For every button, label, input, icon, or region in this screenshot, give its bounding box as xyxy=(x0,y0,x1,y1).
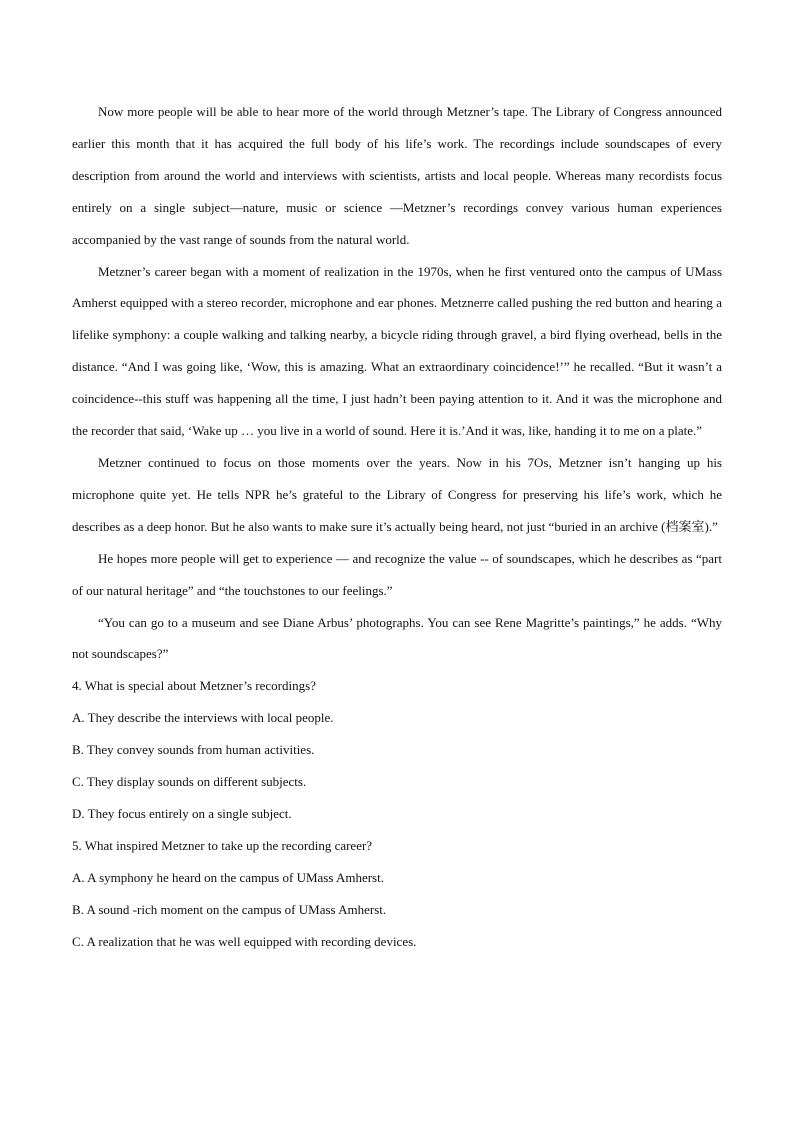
passage-paragraph-5: “You can go to a museum and see Diane Arbus’ photographs. You can see Rene Magritte’s paintings,” he adds. “Why not soundscapes?” xyxy=(72,614,722,662)
question-5-option-a: A. A symphony he heard on the campus of UMass Amherst. xyxy=(72,869,384,885)
question-5-stem: 5. What inspired Metzner to take up the recording career? xyxy=(72,837,373,853)
passage-paragraph-2: Metzner’s career began with a moment of realization in the 1970s, when he first ventured onto the campus of UMass Amherst equipped with a stereo recorder, microphone and ear phones. Metznerre called pushing the red button and hearing a lifelike symphony: a couple walking and talking nearby, a bicycle riding through gravel, a bird flying overhead, bells in the distance. “And I was going like, ‘Wow, this is amazing. What an extraordinary coincidence!’” he recalled. “But it wasn’t a coincidence--this stuff was happening all the time, I just hadn’t been paying attention to it. And it was the microphone and the recorder that said, ‘Wake up … you live in a world of sound. Here it is.’And it was, like, handing it to me on a plate.” xyxy=(72,263,722,439)
passage-paragraph-1: Now more people will be able to hear more of the world through Metzner’s tape. The Library of Congress announced earlier this month that it has acquired the full body of his life’s work. The recordings include soundscapes of every description from around the world and interviews with scientists, artists and local people. Whereas many recordists focus entirely on a single subject—nature, music or science —Metzner’s recordings convey various human experiences accompanied by the vast range of sounds from the natural world. xyxy=(72,104,722,247)
question-4 xyxy=(72,670,722,830)
passage-paragraph-3: Metzner continued to focus on those moments over the years. Now in his 7Os, Metzner isn’t hanging up his microphone quite yet. He tells NPR he’s grateful to the Library of Congress for preserving his life’s work, which he describes as a deep honor. But he also wants to make sure it’s actually being heard, not just “buried in an archive (档案室).” xyxy=(72,454,722,534)
question-4-option-d: D. They focus entirely on a single subject. xyxy=(72,805,292,821)
question-5-option-c: C. A realization that he was well equipped with recording devices. xyxy=(72,933,417,949)
question-4-option-c: C. They display sounds on different subjects. xyxy=(72,774,307,790)
passage-paragraph-4: He hopes more people will get to experience — and recognize the value -- of soundscapes, which he describes as “part of our natural heritage” and “the touchstones to our feelings.” xyxy=(72,550,722,598)
question-4-stem: 4. What is special about Metzner’s recordings? xyxy=(72,678,316,694)
question-5-option-b: B. A sound -rich moment on the campus of UMass Amherst. xyxy=(72,901,387,917)
question-4-option-a: A. They describe the interviews with local people. xyxy=(72,710,334,726)
document-page xyxy=(72,96,722,957)
question-5 xyxy=(72,830,722,958)
question-4-option-b: B. They convey sounds from human activities. xyxy=(72,742,315,758)
